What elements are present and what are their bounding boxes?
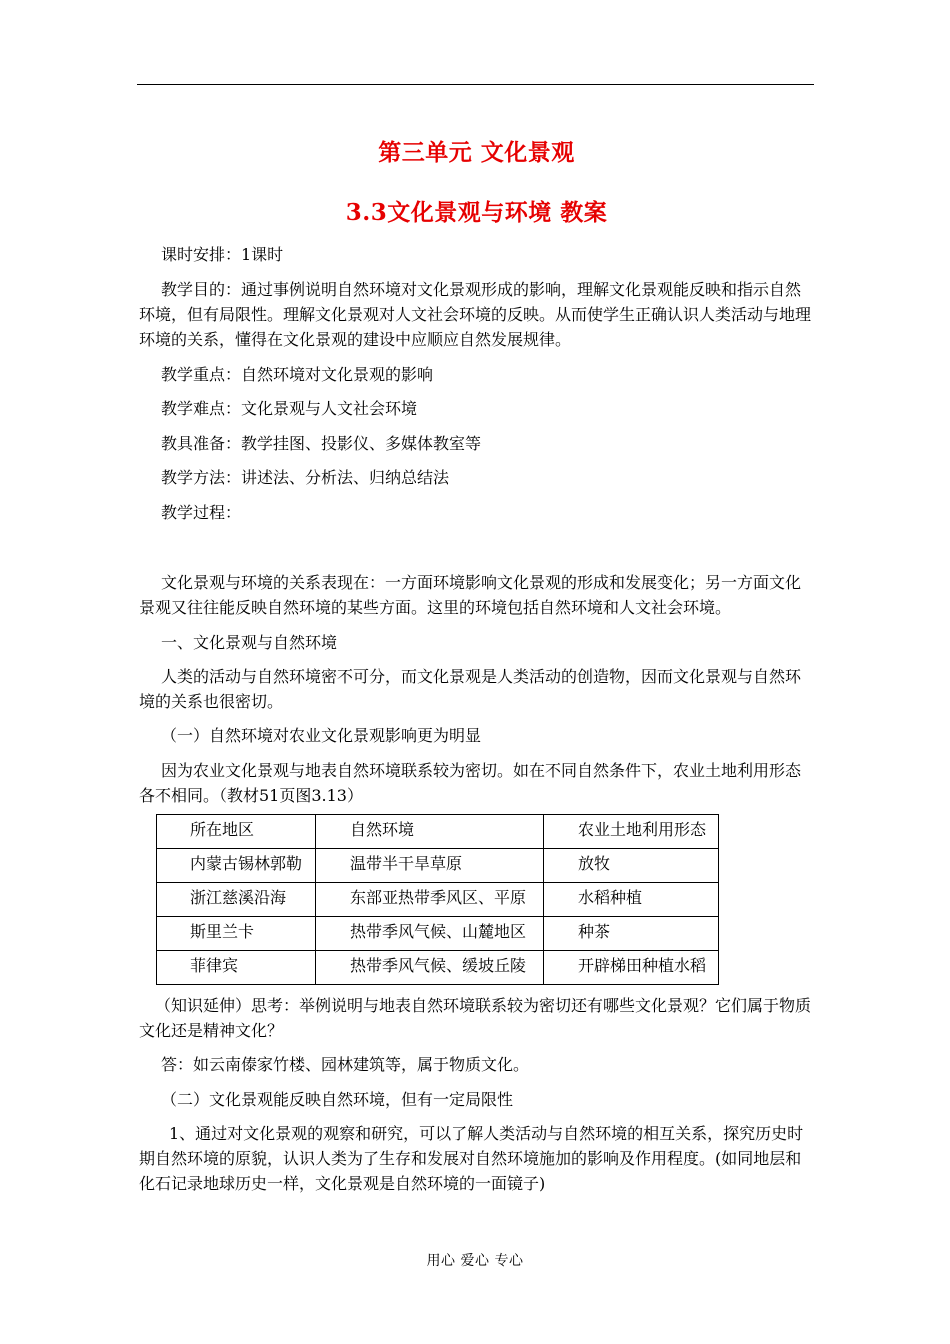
teaching-tools: 教具准备：教学挂图、投影仪、多媒体教室等 xyxy=(161,434,482,453)
subsection-heading: （二）文化景观能反映自然环境，但有一定局限性 xyxy=(161,1090,514,1109)
table-row xyxy=(157,951,719,985)
header-rule xyxy=(137,84,814,85)
table-cell: 开辟梯田种植水稻 xyxy=(544,951,719,985)
table-cell: 浙江慈溪沿海 xyxy=(157,883,316,917)
knowledge-extension: （知识延伸）思考：举例说明与地表自然环境联系较为密切还有哪些文化景观？它们属于物质文化还是精神文化？ xyxy=(139,996,812,1040)
lesson-title: 3.3文化景观与环境 教案 xyxy=(345,199,608,226)
table-cell: 温带半干旱草原 xyxy=(316,849,544,883)
subsection-heading: （一）自然环境对农业文化景观影响更为明显 xyxy=(161,726,482,745)
table-header-cell: 自然环境 xyxy=(316,815,544,849)
class-hours: 课时安排：1课时 xyxy=(161,245,284,264)
point-paragraph: 1、通过对文化景观的观察和研究，可以了解人类活动与自然环境的相互关系，探究历史时期自然环境的原貌，认识人类为了生存和发展对自然环境施加的影响及作用程度。(如同地层和化石记录地球历史一样，文化景观是自然环境的一面镜子) xyxy=(139,1124,804,1193)
table-cell: 热带季风气候、山麓地区 xyxy=(316,917,544,951)
table-cell: 内蒙古锡林郭勒 xyxy=(157,849,316,883)
subsection-paragraph: 因为农业文化景观与地表自然环境联系较为密切。如在不同自然条件下，农业土地利用形态各不相同。（教材51页图3.13） xyxy=(139,761,802,805)
unit-title: 第三单元 文化景观 xyxy=(378,139,575,166)
table-row xyxy=(157,883,719,917)
table-cell: 水稻种植 xyxy=(544,883,719,917)
table-header-cell: 所在地区 xyxy=(157,815,316,849)
table-cell: 斯里兰卡 xyxy=(157,917,316,951)
teaching-difficulty: 教学难点：文化景观与人文社会环境 xyxy=(161,399,418,418)
section-heading: 一、文化景观与自然环境 xyxy=(161,633,338,652)
answer-paragraph: 答：如云南傣家竹楼、园林建筑等，属于物质文化。 xyxy=(161,1055,530,1074)
table-header-cell: 农业土地利用形态 xyxy=(544,815,719,849)
table-cell: 菲律宾 xyxy=(157,951,316,985)
teaching-process: 教学过程： xyxy=(161,503,242,522)
table-header-row xyxy=(157,815,719,849)
table-row xyxy=(157,849,719,883)
teaching-goal: 教学目的：通过事例说明自然环境对文化景观形成的影响，理解文化景观能反映和指示自然环境，但有局限性。理解文化景观对人文社会环境的反映。从而使学生正确认识人类活动与地理环境的关系，懂得在文化景观的建设中应顺应自然发展规律。 xyxy=(139,280,812,349)
table-cell: 种茶 xyxy=(544,917,719,951)
section-paragraph: 人类的活动与自然环境密不可分，而文化景观是人类活动的创造物，因而文化景观与自然环境的关系也很密切。 xyxy=(139,667,802,711)
land-use-table xyxy=(156,814,719,985)
page-footer: 用心 爱心 专心 xyxy=(426,1253,524,1269)
table-cell: 东部亚热带季风区、平原 xyxy=(316,883,544,917)
table-row xyxy=(157,917,719,951)
teaching-focus: 教学重点：自然环境对文化景观的影响 xyxy=(161,365,434,384)
table-cell: 放牧 xyxy=(544,849,719,883)
teaching-methods: 教学方法：讲述法、分析法、归纳总结法 xyxy=(161,468,450,487)
intro-paragraph: 文化景观与环境的关系表现在：一方面环境影响文化景观的形成和发展变化；另一方面文化景观又往往能反映自然环境的某些方面。这里的环境包括自然环境和人文社会环境。 xyxy=(139,573,802,617)
table-cell: 热带季风气候、缓坡丘陵 xyxy=(316,951,544,985)
